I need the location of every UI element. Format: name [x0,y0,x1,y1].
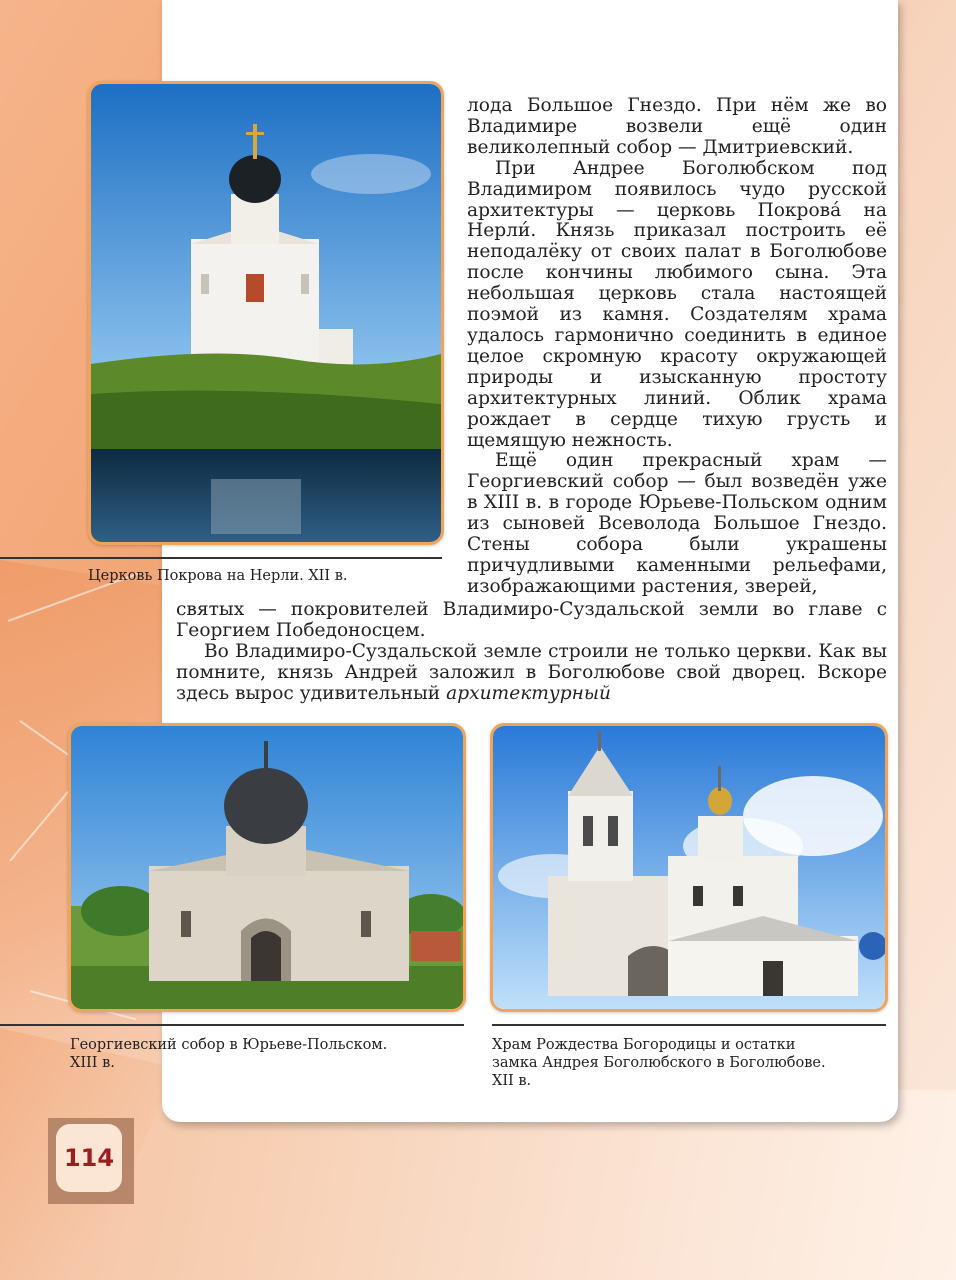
photo-georgievsky-sobor [68,723,466,1012]
caption-rule [0,557,442,559]
text-column [467,96,887,598]
caption-georgievsky [70,1036,387,1072]
text-full-width [176,600,887,705]
paragraph: святых — покровителей Владимиро-Суздальской земли во главе с Георгием Победоносцем. [176,599,887,641]
photo-bogolyubovo [490,723,888,1012]
emphasized-term: архитектурный [446,682,611,704]
paragraph [176,642,887,705]
caption-bogolyubovo [492,1036,826,1090]
caption-pokrova: Церковь Покрова на Нерли. XII в. [88,568,348,584]
page-number: 114 [56,1124,122,1192]
caption-rule [0,1024,464,1026]
paragraph: При Андрее Боголюбском под Владимиром появилось чудо русской архитектуры — церковь Покрова́ на Нерли́. Князь приказал построить её неподалёку от своих палат в Боголюбове после кончины любимого сына. Эта небольшая церковь стала настоящей поэмой из камня. Создателям храма удалось гармонично соединить в единое целое скромную красоту окружающей природы и изысканную простоту архитектурных линий. Облик храма рождает в сердце тихую грусть и щемящую нежность. [467,157,887,451]
caption-line: XIII в. [70,1055,115,1071]
caption-line: Георгиевский собор в Юрьеве-Польском. [70,1037,388,1053]
caption-line: XII в. [492,1073,532,1089]
paragraph-text: Во Владимиро-Суздальской земле строили не только церкви. Как вы помните, князь Андрей заложил в Боголюбове свой дворец. Вскоре здесь вырос удивительный [176,640,887,704]
photo-pokrova-na-nerli [88,81,444,545]
caption-rule [492,1024,886,1026]
paragraph: лода Большое Гнездо. При нём же во Владимире возвели ещё один великолепный собор — Дмитриевский. [467,95,887,158]
caption-line: замка Андрея Боголюбского в Боголюбове. [492,1055,826,1071]
caption-line: Храм Рождества Богородицы и остатки [492,1037,796,1053]
paragraph: Ещё один прекрасный храм — Георгиевский собор — был возведён уже в XIII в. в городе Юрьеве-Польском одним из сыновей Всеволода Большое Гнездо. Стены собора были украшены причудливыми каменными рельефами, изображающими растения, зверей, [467,450,887,597]
